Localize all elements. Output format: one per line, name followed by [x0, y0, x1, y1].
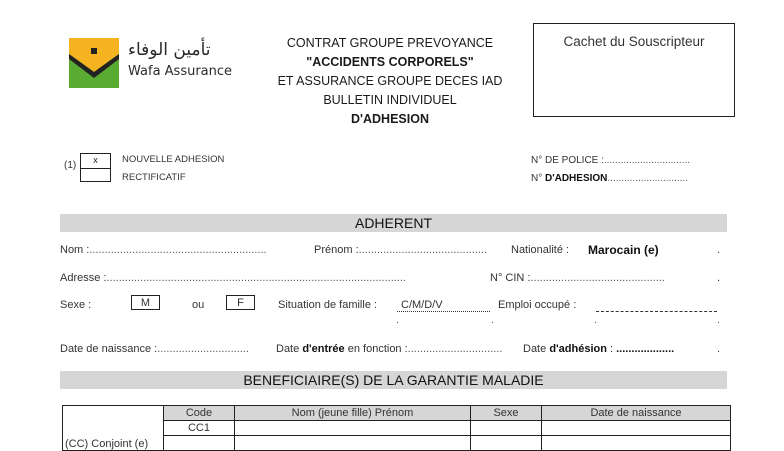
- adresse-field[interactable]: [60, 272, 490, 284]
- sexe-or-label: ou: [192, 299, 205, 311]
- prenom-label: Prénom :: [314, 244, 359, 256]
- cachet-label: Cachet du Souscripteur: [563, 34, 705, 49]
- nom-value[interactable]: ..........................................................: [89, 244, 267, 256]
- cin-field[interactable]: [490, 272, 665, 284]
- rectificatif-label: RECTIFICATIF: [122, 172, 186, 183]
- situation-options: C/M/D/V: [401, 299, 443, 311]
- situation-value[interactable]: [397, 299, 490, 312]
- code-cell: CC1: [164, 421, 235, 436]
- naissance-cell[interactable]: [542, 421, 731, 436]
- title-line-4: BULLETIN INDIVIDUEL: [323, 93, 457, 107]
- table-row: [63, 421, 731, 436]
- beneficiaires-section-header: BENEFICIAIRE(S) DE LA GARANTIE MALADIE: [60, 371, 727, 389]
- situation-label: Situation de famille :: [278, 299, 378, 311]
- footnote-marker: (1): [64, 160, 77, 171]
- entree-bold: d'entrée: [302, 343, 345, 355]
- cin-label: N° CIN :: [490, 272, 531, 284]
- sexe-m-checkbox[interactable]: M: [131, 295, 160, 310]
- title-line-5: D'ADHESION: [351, 112, 429, 126]
- row-mark: .: [396, 314, 400, 326]
- title-line-3: ET ASSURANCE GROUPE DECES IAD: [277, 74, 503, 88]
- rectificatif-checkbox[interactable]: [80, 168, 111, 182]
- cachet-box[interactable]: [533, 23, 735, 117]
- adhesion-number-label: D'ADHESION: [545, 173, 608, 184]
- date-adhesion-suffix: :: [610, 343, 614, 355]
- column-header-sexe: Sexe: [471, 406, 542, 421]
- nouvelle-adhesion-label: NOUVELLE ADHESION: [122, 154, 225, 165]
- cin-value[interactable]: ............................................: [530, 272, 665, 284]
- emploi-value[interactable]: [596, 299, 717, 312]
- row-end-mark: .: [717, 343, 721, 355]
- date-adhesion-prefix: Date: [523, 343, 547, 355]
- group-label-cell: [63, 406, 164, 451]
- nationalite-label: Nationalité :: [511, 244, 570, 256]
- nom-cell[interactable]: [235, 436, 471, 451]
- row-mark: .: [594, 314, 598, 326]
- entree-value[interactable]: ...............................: [407, 343, 503, 355]
- nationalite-value[interactable]: Marocain (e): [588, 243, 659, 257]
- logo-name: Wafa Assurance: [128, 64, 233, 79]
- document-title: [250, 34, 530, 129]
- row-end-mark: .: [717, 272, 721, 284]
- group-label: (CC) Conjoint (e): [65, 438, 149, 450]
- table-header-row: [63, 406, 731, 421]
- sexe-cell[interactable]: [471, 421, 542, 436]
- title-line-1: CONTRAT GROUPE PREVOYANCE: [286, 36, 494, 50]
- row-mark: .: [717, 314, 721, 326]
- police-value[interactable]: ...............................: [603, 155, 691, 166]
- adresse-value[interactable]: ..................................................................................................: [106, 272, 406, 284]
- column-header-naissance: Date de naissance: [542, 406, 731, 421]
- table-row: [63, 436, 731, 451]
- adherent-section-header: ADHERENT: [60, 214, 727, 232]
- entree-prefix: Date: [276, 343, 300, 355]
- naissance-cell[interactable]: [542, 436, 731, 451]
- beneficiaires-table: [62, 405, 731, 451]
- adresse-label: Adresse :: [60, 272, 107, 284]
- nom-field[interactable]: [60, 244, 267, 256]
- naissance-value[interactable]: ..............................: [157, 343, 249, 355]
- nom-label: Nom :: [60, 244, 90, 256]
- police-label: N° DE POLICE :: [531, 155, 604, 166]
- column-header-code: Code: [164, 406, 235, 421]
- sexe-f-checkbox[interactable]: F: [226, 295, 255, 310]
- date-adhesion-value[interactable]: ...................: [616, 343, 675, 355]
- naissance-field[interactable]: [60, 343, 249, 355]
- row-mark: .: [491, 314, 495, 326]
- nouvelle-adhesion-checkbox[interactable]: x: [80, 153, 111, 169]
- code-cell: [164, 436, 235, 451]
- entree-suffix: en fonction :: [347, 343, 408, 355]
- prenom-value[interactable]: ..........................................: [358, 244, 487, 256]
- sexe-cell[interactable]: [471, 436, 542, 451]
- nom-cell[interactable]: [235, 421, 471, 436]
- wafa-logo-icon: [69, 38, 119, 88]
- adhesion-number-prefix: N°: [531, 173, 543, 184]
- column-header-nom: Nom (jeune fille) Prénom: [235, 406, 471, 421]
- date-adhesion-bold: d'adhésion: [549, 343, 607, 355]
- row-end-mark: .: [717, 244, 721, 256]
- entree-field[interactable]: [276, 343, 502, 355]
- adhesion-number-value[interactable]: .............................: [607, 173, 688, 184]
- police-number-field[interactable]: [531, 155, 690, 166]
- naissance-label: Date de naissance :: [60, 343, 158, 355]
- adhesion-number-field[interactable]: [531, 173, 688, 184]
- sexe-label: Sexe :: [60, 299, 92, 311]
- date-adhesion-field[interactable]: [523, 343, 674, 355]
- prenom-field[interactable]: [314, 244, 487, 256]
- emploi-label: Emploi occupé :: [498, 299, 577, 311]
- title-line-2: "ACCIDENTS CORPORELS": [306, 55, 474, 69]
- logo-arabic-name: تأمين الوفاء: [128, 40, 211, 60]
